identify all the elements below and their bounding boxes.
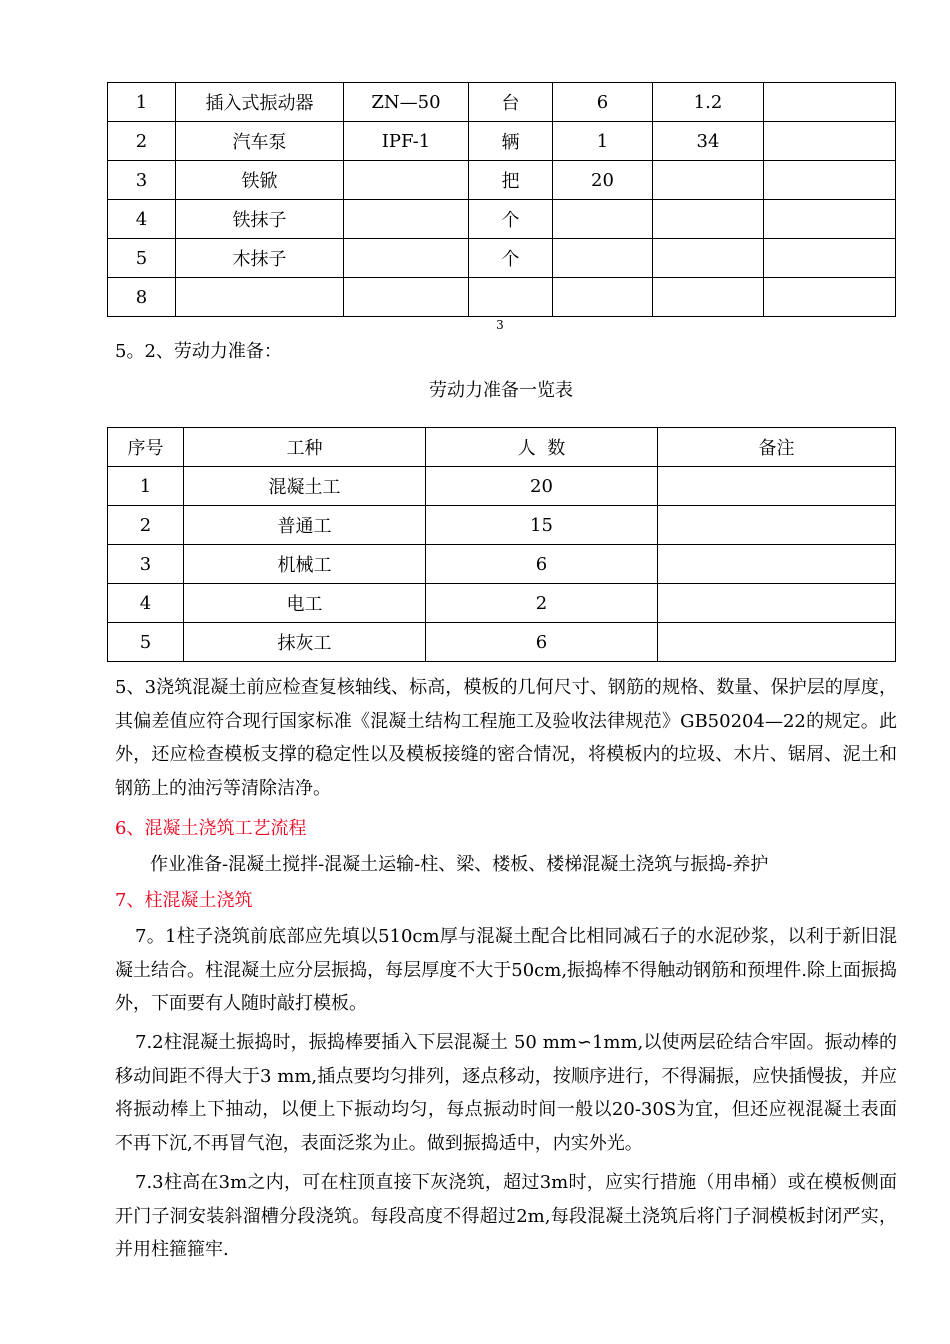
equipment-table-body [108,83,896,317]
column-header: 序号 [108,428,184,467]
cell-no: 3 [108,161,176,200]
table-row [108,545,896,584]
cell-note [764,122,896,161]
cell-type: 抹灰工 [184,623,426,662]
paragraph-5-3: 5、3浇筑混凝土前应检查复核轴线、标高，模板的几何尺寸、钢筋的规格、数量、保护层的厚度，其偏差值应符合现行国家标准《混凝土结构工程施工及验收法律规范》GB50204—22的规定。此外，还应检查模板支撑的稳定性以及模板接缝的密合情况，将模板内的垃圾、木片、锯屑、泥土和钢筋上的油污等清除洁净。 [115,677,897,799]
cell-no: 1 [108,83,176,122]
cell-name: 插入式振动器 [176,83,344,122]
cell-no: 4 [108,584,184,623]
paragraph-7-1: 7。1柱子浇筑前底部应先填以510cm厚与混凝土配合比相同减石子的水泥砂浆，以利于新旧混凝土结合。柱混凝土应分层振捣，每层厚度不大于50cm,振捣棒不得触动钢筋和预埋件.除上面振捣外，下面要有人随时敲打模板。 [115,926,897,1014]
page-number: 3 [496,318,504,332]
cell-name: 木抹子 [176,239,344,278]
cell-name: 铁锨 [176,161,344,200]
cell-unit [469,278,553,317]
cell-model [344,161,469,200]
table-header-row [108,428,896,467]
cell-no: 1 [108,467,184,506]
cell-model [344,239,469,278]
column-header: 工种 [184,428,426,467]
cell-name [176,278,344,317]
cell-type: 混凝土工 [184,467,426,506]
cell-name: 铁抹子 [176,200,344,239]
labor-heading: 5。2、劳动力准备： [115,341,282,362]
table-row [108,623,896,662]
cell-note [764,200,896,239]
section-7-title: 7、柱混凝土浇筑 [115,890,253,911]
cell-no: 8 [108,278,176,317]
cell-qty [553,200,653,239]
table-row [108,584,896,623]
cell-no: 4 [108,200,176,239]
cell-note [658,545,896,584]
section-6-title: 6、混凝土浇筑工艺流程 [115,818,307,839]
column-header: 备注 [658,428,896,467]
table-row [108,161,896,200]
cell-no: 5 [108,623,184,662]
cell-no: 3 [108,545,184,584]
cell-no: 2 [108,122,176,161]
section-6-flow: 作业准备-混凝土搅拌-混凝土运输-柱、梁、楼板、楼梯混凝土浇筑与振捣-养护 [150,854,769,875]
cell-type: 机械工 [184,545,426,584]
cell-count: 15 [426,506,658,545]
table-row [108,200,896,239]
labor-table [107,427,896,662]
table-row [108,467,896,506]
equipment-table [107,82,896,317]
table-row [108,506,896,545]
labor-table-body [108,428,896,662]
cell-model [344,200,469,239]
cell-note [658,467,896,506]
cell-type: 电工 [184,584,426,623]
cell-count: 6 [426,623,658,662]
cell-qty: 6 [553,83,653,122]
cell-qty [553,278,653,317]
labor-table-title: 劳动力准备一览表 [429,380,573,401]
column-header: 人 数 [426,428,658,467]
cell-no: 5 [108,239,176,278]
cell-no: 2 [108,506,184,545]
cell-qty: 1 [553,122,653,161]
cell-qty: 20 [553,161,653,200]
cell-note [658,506,896,545]
paragraph-7-2: 7.2柱混凝土振捣时，振捣棒要插入下层混凝土 50 mm∽1mm,以使两层砼结合牢固。振动棒的移动间距不得大于3 mm,插点要均匀排列，逐点移动，按顺序进行，不得漏振，应快插慢拔，并应将振动棒上下抽动，以便上下振动均匀，每点振动时间一般以20-30S为宜，但还应视混凝土表面不再下沉,不再冒气泡，表面泛浆为止。做到振捣适中，内实外光。 [115,1032,897,1154]
cell-unit: 辆 [469,122,553,161]
cell-model [344,278,469,317]
cell-note [764,278,896,317]
cell-note [764,161,896,200]
cell-power [653,200,764,239]
cell-note [658,584,896,623]
paragraph-7-3: 7.3柱高在3m之内，可在柱顶直接下灰浇筑，超过3m时，应实行措施（用串桶）或在模板侧面开门子洞安装斜溜槽分段浇筑。每段高度不得超过2m,每段混凝土浇筑后将门子洞模板封闭严实，并用柱箍箍牢. [115,1172,897,1260]
cell-unit: 个 [469,239,553,278]
cell-count: 6 [426,545,658,584]
table-row [108,122,896,161]
table-row [108,239,896,278]
table-row [108,278,896,317]
cell-qty [553,239,653,278]
cell-unit: 个 [469,200,553,239]
cell-name: 汽车泵 [176,122,344,161]
cell-model: IPF-1 [344,122,469,161]
cell-power [653,161,764,200]
cell-unit: 台 [469,83,553,122]
table-row [108,83,896,122]
cell-count: 2 [426,584,658,623]
cell-type: 普通工 [184,506,426,545]
cell-unit: 把 [469,161,553,200]
cell-power: 34 [653,122,764,161]
cell-power [653,239,764,278]
cell-count: 20 [426,467,658,506]
cell-power [653,278,764,317]
cell-note [658,623,896,662]
cell-model: ZN—50 [344,83,469,122]
cell-power: 1.2 [653,83,764,122]
cell-note [764,83,896,122]
cell-note [764,239,896,278]
